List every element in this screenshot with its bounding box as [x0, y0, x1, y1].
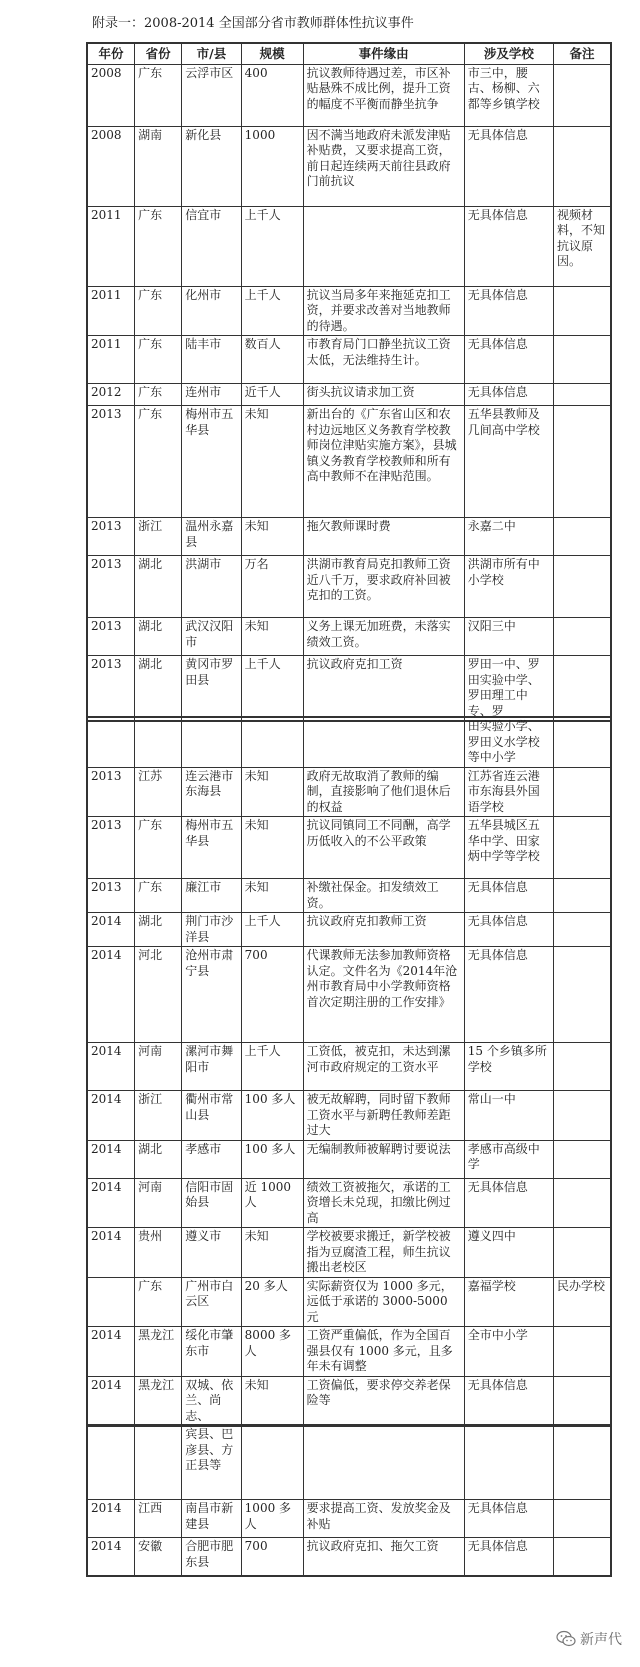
- column-header: 省份: [135, 44, 182, 65]
- table-row: [88, 1140, 611, 1178]
- scale-cell: 上千人: [241, 1043, 303, 1091]
- city-cell: 衢州市常山县: [182, 1091, 241, 1141]
- school-cell: 市三中，腰古、杨柳、六都等乡镇学校: [464, 64, 553, 126]
- cause-cell: 洪湖市教育局克扣教师工资近八千万，要求政府补回被克扣的工资。: [303, 556, 464, 618]
- scale-cell: 1000 多人: [241, 1500, 303, 1538]
- cause-cell: 实际薪资仅为 1000 多元，远低于承诺的 3000-5000 元: [303, 1277, 464, 1327]
- year-cell: 2013: [88, 767, 135, 817]
- column-header: 市/县: [182, 44, 241, 65]
- table-row: [88, 406, 611, 518]
- scale-cell: 未知: [241, 518, 303, 556]
- province-cell: 湖北: [135, 1140, 182, 1178]
- school-cell: 无具体信息: [464, 384, 553, 406]
- province-cell: 江西: [135, 1500, 182, 1538]
- cause-cell: 被无故解聘，同时留下教师工资水平与新聘任教师差距过大: [303, 1091, 464, 1141]
- year-cell: 2014: [88, 1538, 135, 1576]
- scale-cell: 8000 多人: [241, 1327, 303, 1377]
- cause-cell: 政府无故取消了教师的编制，直接影响了他们退休后的权益: [303, 767, 464, 817]
- note-cell: [553, 879, 610, 913]
- city-cell: 南昌市新建县: [182, 1500, 241, 1538]
- note-cell: [553, 1228, 610, 1278]
- column-header: 规模: [241, 44, 303, 65]
- school-cell: 无具体信息: [464, 947, 553, 1043]
- scale-cell: 上千人: [241, 656, 303, 721]
- column-header: 年份: [88, 44, 135, 65]
- note-cell: [553, 1376, 610, 1426]
- province-cell: 湖北: [135, 913, 182, 947]
- year-cell: 2014: [88, 1140, 135, 1178]
- events-table-part-2: [86, 716, 612, 1427]
- cause-cell: [303, 1426, 464, 1500]
- table-row: [88, 64, 611, 126]
- table-row: [88, 1538, 611, 1576]
- year-cell: 2014: [88, 1091, 135, 1141]
- cause-cell: 抗议当局多年来拖延克扣工资，并要求改善对当地教师的待遇。: [303, 286, 464, 336]
- city-cell: 广州市白云区: [182, 1277, 241, 1327]
- school-cell: 洪湖市所有中小学校: [464, 556, 553, 618]
- school-cell: 田实验小学、罗田义水学校等中小学: [464, 718, 553, 768]
- watermark-text: 新声代: [580, 1632, 622, 1648]
- table-row: [88, 1043, 611, 1091]
- note-cell: [553, 556, 610, 618]
- year-cell: 2011: [88, 286, 135, 336]
- table-row: [88, 336, 611, 384]
- scale-cell: 未知: [241, 1228, 303, 1278]
- table-row: [88, 879, 611, 913]
- school-cell: 全市中小学: [464, 1327, 553, 1377]
- table-row: [88, 1327, 611, 1377]
- table-row: [88, 1091, 611, 1141]
- year-cell: 2013: [88, 879, 135, 913]
- note-cell: [553, 1178, 610, 1228]
- year-cell: 2014: [88, 1228, 135, 1278]
- year-cell: [88, 1426, 135, 1500]
- province-cell: 广东: [135, 64, 182, 126]
- table-row: [88, 767, 611, 817]
- city-cell: 沧州市肃宁县: [182, 947, 241, 1043]
- column-header: 事件缘由: [303, 44, 464, 65]
- school-cell: 遵义四中: [464, 1228, 553, 1278]
- scale-cell: 未知: [241, 767, 303, 817]
- note-cell: [553, 718, 610, 768]
- scale-cell: 未知: [241, 1376, 303, 1426]
- note-cell: [553, 1140, 610, 1178]
- scale-cell: 100 多人: [241, 1091, 303, 1141]
- note-cell: [553, 1327, 610, 1377]
- province-cell: 广东: [135, 206, 182, 286]
- province-cell: 湖北: [135, 656, 182, 721]
- school-cell: 永嘉二中: [464, 518, 553, 556]
- province-cell: 广东: [135, 336, 182, 384]
- note-cell: [553, 767, 610, 817]
- year-cell: 2011: [88, 336, 135, 384]
- school-cell: 五华县城区五华中学、田家炳中学等学校: [464, 817, 553, 879]
- note-cell: [553, 656, 610, 721]
- school-cell: 汉阳三中: [464, 618, 553, 656]
- city-cell: 双城、依兰、尚志、: [182, 1376, 241, 1426]
- scale-cell: 700: [241, 1538, 303, 1576]
- scale-cell: 20 多人: [241, 1277, 303, 1327]
- province-cell: 江苏: [135, 767, 182, 817]
- cause-cell: 要求提高工资、发放奖金及补贴: [303, 1500, 464, 1538]
- scale-cell: 上千人: [241, 286, 303, 336]
- province-cell: 黑龙江: [135, 1327, 182, 1377]
- city-cell: 信宜市: [182, 206, 241, 286]
- cause-cell: 抗议政府克扣工资: [303, 656, 464, 721]
- header-row: [88, 44, 611, 65]
- city-cell: 合肥市肥东县: [182, 1538, 241, 1576]
- year-cell: 2014: [88, 1327, 135, 1377]
- scale-cell: 近千人: [241, 384, 303, 406]
- school-cell: 15 个乡镇多所学校: [464, 1043, 553, 1091]
- scale-cell: 近 1000 人: [241, 1178, 303, 1228]
- city-cell: 漯河市舞阳市: [182, 1043, 241, 1091]
- school-cell: 无具体信息: [464, 336, 553, 384]
- city-cell: 洪湖市: [182, 556, 241, 618]
- year-cell: 2013: [88, 406, 135, 518]
- note-cell: [553, 817, 610, 879]
- year-cell: 2013: [88, 556, 135, 618]
- table-row: [88, 913, 611, 947]
- scale-cell: 1000: [241, 126, 303, 206]
- scale-cell: 数百人: [241, 336, 303, 384]
- table-row: [88, 656, 611, 721]
- table-row: [88, 286, 611, 336]
- province-cell: 河南: [135, 1043, 182, 1091]
- year-cell: 2013: [88, 518, 135, 556]
- year-cell: 2014: [88, 913, 135, 947]
- school-cell: [464, 1426, 553, 1500]
- city-cell: 连州市: [182, 384, 241, 406]
- table-row: [88, 1500, 611, 1538]
- cause-cell: 抗议同镇同工不同酬，高学历低收入的不公平政策: [303, 817, 464, 879]
- year-cell: 2011: [88, 206, 135, 286]
- year-cell: 2013: [88, 817, 135, 879]
- note-cell: 视频材料，不知抗议原因。: [553, 206, 610, 286]
- year-cell: 2013: [88, 618, 135, 656]
- city-cell: 宾县、巴彦县、方正县等: [182, 1426, 241, 1500]
- cause-cell: 绩效工资被拖欠，承诺的工资增长未兑现，扣缴比例过高: [303, 1178, 464, 1228]
- events-table: [87, 1425, 611, 1576]
- school-cell: 无具体信息: [464, 126, 553, 206]
- year-cell: 2014: [88, 1376, 135, 1426]
- city-cell: 孝感市: [182, 1140, 241, 1178]
- province-cell: 广东: [135, 384, 182, 406]
- scale-cell: 未知: [241, 406, 303, 518]
- city-cell: 遵义市: [182, 1228, 241, 1278]
- province-cell: 安徽: [135, 1538, 182, 1576]
- school-cell: 无具体信息: [464, 913, 553, 947]
- school-cell: 无具体信息: [464, 879, 553, 913]
- note-cell: [553, 64, 610, 126]
- note-cell: [553, 406, 610, 518]
- province-cell: 广东: [135, 817, 182, 879]
- watermark: [556, 1629, 622, 1649]
- school-cell: 无具体信息: [464, 1178, 553, 1228]
- scale-cell: 未知: [241, 618, 303, 656]
- table-row: [88, 817, 611, 879]
- year-cell: 2013: [88, 656, 135, 721]
- column-header: 涉及学校: [464, 44, 553, 65]
- scale-cell: 100 多人: [241, 1140, 303, 1178]
- city-cell: 陆丰市: [182, 336, 241, 384]
- table-row: [88, 947, 611, 1043]
- province-cell: 广东: [135, 406, 182, 518]
- cause-cell: [303, 206, 464, 286]
- scale-cell: 400: [241, 64, 303, 126]
- note-cell: [553, 384, 610, 406]
- scale-cell: 700: [241, 947, 303, 1043]
- year-cell: 2014: [88, 1500, 135, 1538]
- cause-cell: 拖欠教师课时费: [303, 518, 464, 556]
- scale-cell: 未知: [241, 817, 303, 879]
- school-cell: 无具体信息: [464, 206, 553, 286]
- year-cell: [88, 718, 135, 768]
- province-cell: 湖北: [135, 556, 182, 618]
- province-cell: 广东: [135, 286, 182, 336]
- table-row: [88, 1277, 611, 1327]
- cause-cell: 抗议政府克扣教师工资: [303, 913, 464, 947]
- city-cell: 连云港市东海县: [182, 767, 241, 817]
- table-row: [88, 126, 611, 206]
- events-table-part-3: [86, 1424, 612, 1577]
- note-cell: [553, 913, 610, 947]
- cause-cell: 工资严重偏低，作为全国百强县仅有 1000 多元，且多年未有调整: [303, 1327, 464, 1377]
- note-cell: [553, 518, 610, 556]
- school-cell: 孝感市高级中学: [464, 1140, 553, 1178]
- table-row: [88, 618, 611, 656]
- events-table: [87, 717, 611, 1426]
- city-cell: 化州市: [182, 286, 241, 336]
- cause-cell: 补缴社保金。扣发绩效工资。: [303, 879, 464, 913]
- province-cell: [135, 718, 182, 768]
- city-cell: 梅州市五华县: [182, 406, 241, 518]
- wechat-icon: [556, 1630, 576, 1648]
- note-cell: [553, 126, 610, 206]
- table-row: [88, 1426, 611, 1500]
- province-cell: 浙江: [135, 1091, 182, 1141]
- note-cell: 民办学校: [553, 1277, 610, 1327]
- year-cell: 2008: [88, 126, 135, 206]
- province-cell: 湖北: [135, 618, 182, 656]
- events-table: [87, 43, 611, 721]
- cause-cell: 代课教师无法参加教师资格认定。文件名为《2014年沧州市教育局中小学教师资格首次定期注册的工作安排》: [303, 947, 464, 1043]
- cause-cell: 无编制教师被解聘讨要说法: [303, 1140, 464, 1178]
- city-cell: [182, 718, 241, 768]
- year-cell: 2014: [88, 1043, 135, 1091]
- note-cell: [553, 618, 610, 656]
- province-cell: 黑龙江: [135, 1376, 182, 1426]
- city-cell: 云浮市区: [182, 64, 241, 126]
- scale-cell: [241, 1426, 303, 1500]
- scale-cell: 上千人: [241, 913, 303, 947]
- events-table-part-1: [86, 42, 612, 722]
- table-row: [88, 1178, 611, 1228]
- city-cell: 廉江市: [182, 879, 241, 913]
- scale-cell: [241, 718, 303, 768]
- cause-cell: 义务上课无加班费，未落实绩效工资。: [303, 618, 464, 656]
- cause-cell: 抗议政府克扣、拖欠工资: [303, 1538, 464, 1576]
- column-header: 备注: [553, 44, 610, 65]
- note-cell: [553, 1500, 610, 1538]
- city-cell: 信阳市固始县: [182, 1178, 241, 1228]
- city-cell: 梅州市五华县: [182, 817, 241, 879]
- scale-cell: 万名: [241, 556, 303, 618]
- scale-cell: 上千人: [241, 206, 303, 286]
- note-cell: [553, 1043, 610, 1091]
- school-cell: 无具体信息: [464, 1500, 553, 1538]
- note-cell: [553, 1426, 610, 1500]
- table-row: [88, 1376, 611, 1426]
- city-cell: 新化县: [182, 126, 241, 206]
- province-cell: 河南: [135, 1178, 182, 1228]
- city-cell: 黄冈市罗田县: [182, 656, 241, 721]
- cause-cell: 市教育局门口静坐抗议工资太低，无法维持生计。: [303, 336, 464, 384]
- table-row: [88, 384, 611, 406]
- province-cell: 河北: [135, 947, 182, 1043]
- year-cell: 2008: [88, 64, 135, 126]
- province-cell: [135, 1426, 182, 1500]
- page-title: 附录一：2008-2014 全国部分省市教师群体性抗议事件: [92, 16, 414, 31]
- school-cell: 江苏省连云港市东海县外国语学校: [464, 767, 553, 817]
- province-cell: 广东: [135, 1277, 182, 1327]
- school-cell: 五华县教师及几间高中学校: [464, 406, 553, 518]
- school-cell: 无具体信息: [464, 1376, 553, 1426]
- cause-cell: 抗议教师待遇过差，市区补贴悬殊不成比例，提升工资的幅度不平衡而静坐抗争: [303, 64, 464, 126]
- city-cell: 荆门市沙洋县: [182, 913, 241, 947]
- table-row: [88, 556, 611, 618]
- school-cell: 无具体信息: [464, 286, 553, 336]
- school-cell: 嘉福学校: [464, 1277, 553, 1327]
- year-cell: 2012: [88, 384, 135, 406]
- year-cell: [88, 1277, 135, 1327]
- note-cell: [553, 336, 610, 384]
- city-cell: 武汉汉阳市: [182, 618, 241, 656]
- year-cell: 2014: [88, 947, 135, 1043]
- note-cell: [553, 947, 610, 1043]
- table-row: [88, 718, 611, 768]
- city-cell: 绥化市肇东市: [182, 1327, 241, 1377]
- note-cell: [553, 286, 610, 336]
- year-cell: 2014: [88, 1178, 135, 1228]
- province-cell: 广东: [135, 879, 182, 913]
- province-cell: 湖南: [135, 126, 182, 206]
- scale-cell: 未知: [241, 879, 303, 913]
- cause-cell: [303, 718, 464, 768]
- table-row: [88, 518, 611, 556]
- school-cell: 常山一中: [464, 1091, 553, 1141]
- cause-cell: 学校被要求搬迁，新学校被指为豆腐渣工程，师生抗议搬出老校区: [303, 1228, 464, 1278]
- school-cell: 无具体信息: [464, 1538, 553, 1576]
- cause-cell: 因不满当地政府未派发津贴补贴费，又要求提高工资，前日起连续两天前往县政府门前抗议: [303, 126, 464, 206]
- table-row: [88, 1228, 611, 1278]
- cause-cell: 街头抗议请求加工资: [303, 384, 464, 406]
- table-row: [88, 206, 611, 286]
- note-cell: [553, 1538, 610, 1576]
- cause-cell: 工资偏低，要求停交养老保险等: [303, 1376, 464, 1426]
- note-cell: [553, 1091, 610, 1141]
- cause-cell: 新出台的《广东省山区和农村边远地区义务教育学校教师岗位津贴实施方案》，县城镇义务教育学校教师和所有高中教师不在津贴范围。: [303, 406, 464, 518]
- province-cell: 贵州: [135, 1228, 182, 1278]
- cause-cell: 工资低，被克扣，未达到漯河市政府规定的工资水平: [303, 1043, 464, 1091]
- city-cell: 温州永嘉县: [182, 518, 241, 556]
- province-cell: 浙江: [135, 518, 182, 556]
- school-cell: 罗田一中、罗田实验中学、罗田理工中专、罗: [464, 656, 553, 721]
